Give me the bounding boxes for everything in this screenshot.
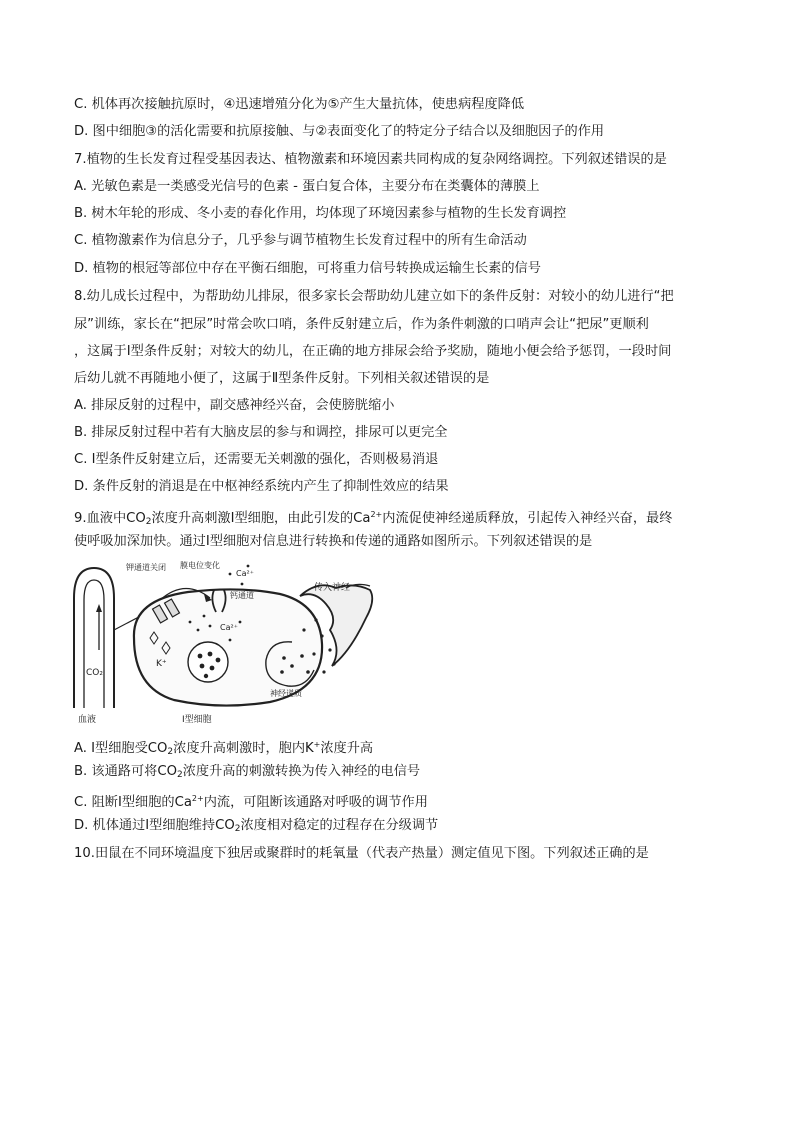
option-7b: B. 树木年轮的形成、冬小麦的春化作用，均体现了环境因素参与植物的生长发育调控 xyxy=(74,206,567,221)
opt9c-text-c: 内流，可阻断该通路对呼吸的调节作用 xyxy=(203,795,428,810)
co2-label: CO₂ xyxy=(86,668,103,678)
question-8-line-3: ，这属于Ⅰ型条件反射；对较大的幼儿，在正确的地方排尿会给予奖励，随地小便会给予惩罚，一段时间 xyxy=(74,344,672,359)
question-8-line-4: 后幼儿就不再随地小便了，这属于Ⅱ型条件反射。下列相关叙述错误的是 xyxy=(74,371,490,386)
option-7a: A. 光敏色素是一类感受光信号的色素 - 蛋白复合体，主要分布在类囊体的薄膜上 xyxy=(74,179,540,194)
opt9c-text-a: C. 阻断Ⅰ型细胞的Ca xyxy=(74,795,192,810)
q9-text-c: 浓度升高刺激Ⅰ型细胞，由此引发的Ca xyxy=(151,511,371,526)
opt9b-text-a: B. 该通路可将CO xyxy=(74,764,177,779)
option-9b xyxy=(74,763,420,784)
opt9d-text-a: D. 机体通过Ⅰ型细胞维持CO xyxy=(74,818,235,833)
blood-vessel-inner xyxy=(84,580,104,708)
neurotransmitter-label: 神经递质 xyxy=(270,689,302,698)
option-7d: D. 植物的根冠等部位中存在平衡石细胞，可将重力信号转换成运输生长素的信号 xyxy=(74,261,541,276)
type-i-cell-diagram xyxy=(70,560,380,728)
option-8c: C. Ⅰ型条件反射建立后，还需要无关刺激的强化，否则极易消退 xyxy=(74,452,439,467)
option-9a xyxy=(74,736,373,761)
opt9a-sub: 2 xyxy=(167,747,174,757)
q9-sup: 2+ xyxy=(370,510,383,519)
opt9a-text-c: 浓度升高刺激时，胞内K xyxy=(173,741,314,756)
opt9b-text-c: 浓度升高的刺激转换为传入神经的电信号 xyxy=(182,764,421,779)
question-8-line-1: 8.幼儿成长过程中，为帮助幼儿排尿，很多家长会帮助幼儿建立如下的条件反射：对较小的幼儿进行“把 xyxy=(74,289,674,304)
option-8a: A. 排尿反射的过程中，副交感神经兴奋，会使膀胱缩小 xyxy=(74,398,395,413)
blood-vessel-outer xyxy=(74,568,114,708)
question-7: 7.植物的生长发育过程受基因表达、植物激素和环境因素共同构成的复杂网络调控。下列叙述错误的是 xyxy=(74,152,667,167)
opt9a-text-e: 浓度升高 xyxy=(320,741,374,756)
q9-text-a: 9.血液中CO xyxy=(74,511,146,526)
ca-ion-outside: Ca²⁺ xyxy=(236,569,254,578)
opt9c-sup: 2+ xyxy=(191,794,204,803)
opt9d-text-c: 浓度相对稳定的过程存在分级调节 xyxy=(240,818,439,833)
option-8d: D. 条件反射的消退是在中枢神经系统内产生了抑制性效应的结果 xyxy=(74,479,449,494)
membrane-potential-label: 膜电位变化 xyxy=(180,561,220,570)
option-9c xyxy=(74,790,428,812)
k-ion-label: K⁺ xyxy=(156,659,167,669)
option-9d xyxy=(74,817,438,838)
option-8b: B. 排尿反射过程中若有大脑皮层的参与和调控，排尿可以更完全 xyxy=(74,425,448,440)
question-9-line-2: 使呼吸加深加快。通过Ⅰ型细胞对信息进行转换和传递的通路如图所示。下列叙述错误的是 xyxy=(74,534,593,549)
q9-sub: 2 xyxy=(145,517,152,527)
q9-text-e: 内流促使神经递质释放，引起传入神经兴奋，最终 xyxy=(382,511,673,526)
opt9a-text-a: A. Ⅰ型细胞受CO xyxy=(74,741,168,756)
question-10: 10.田鼠在不同环境温度下独居或聚群时的耗氧量（代表产热量）测定值见下图。下列叙述正确的是 xyxy=(74,846,649,861)
line-1: C. 机体再次接触抗原时，④迅速增殖分化为⑤产生大量抗体，使患病程度降低 xyxy=(74,97,525,112)
opt9d-sub: 2 xyxy=(234,824,241,834)
k-channel-label: 钾通道关闭 xyxy=(126,563,166,572)
question-9-line-1 xyxy=(74,506,672,531)
cell-label: Ⅰ型细胞 xyxy=(182,715,212,725)
opt9a-sup: + xyxy=(313,740,321,749)
afferent-nerve-label: 传入神经 xyxy=(314,583,351,593)
question-8-line-2: 尿”训练，家长在“把尿”时常会吹口哨，条件反射建立后，作为条件刺激的口哨声会让“把尿”更顺利 xyxy=(74,317,649,332)
line-2: D. 图中细胞③的活化需要和抗原接触、与②表面变化了的特定分子结合以及细胞因子的作用 xyxy=(74,124,605,139)
ca-ion-inside: Ca²⁺ xyxy=(220,623,238,632)
opt9b-sub: 2 xyxy=(176,770,183,780)
option-7c: C. 植物激素作为信息分子，几乎参与调节植物生长发育过程中的所有生命活动 xyxy=(74,233,527,248)
blood-label: 血液 xyxy=(78,715,97,725)
ca-channel-label: 钙通道 xyxy=(230,591,254,600)
